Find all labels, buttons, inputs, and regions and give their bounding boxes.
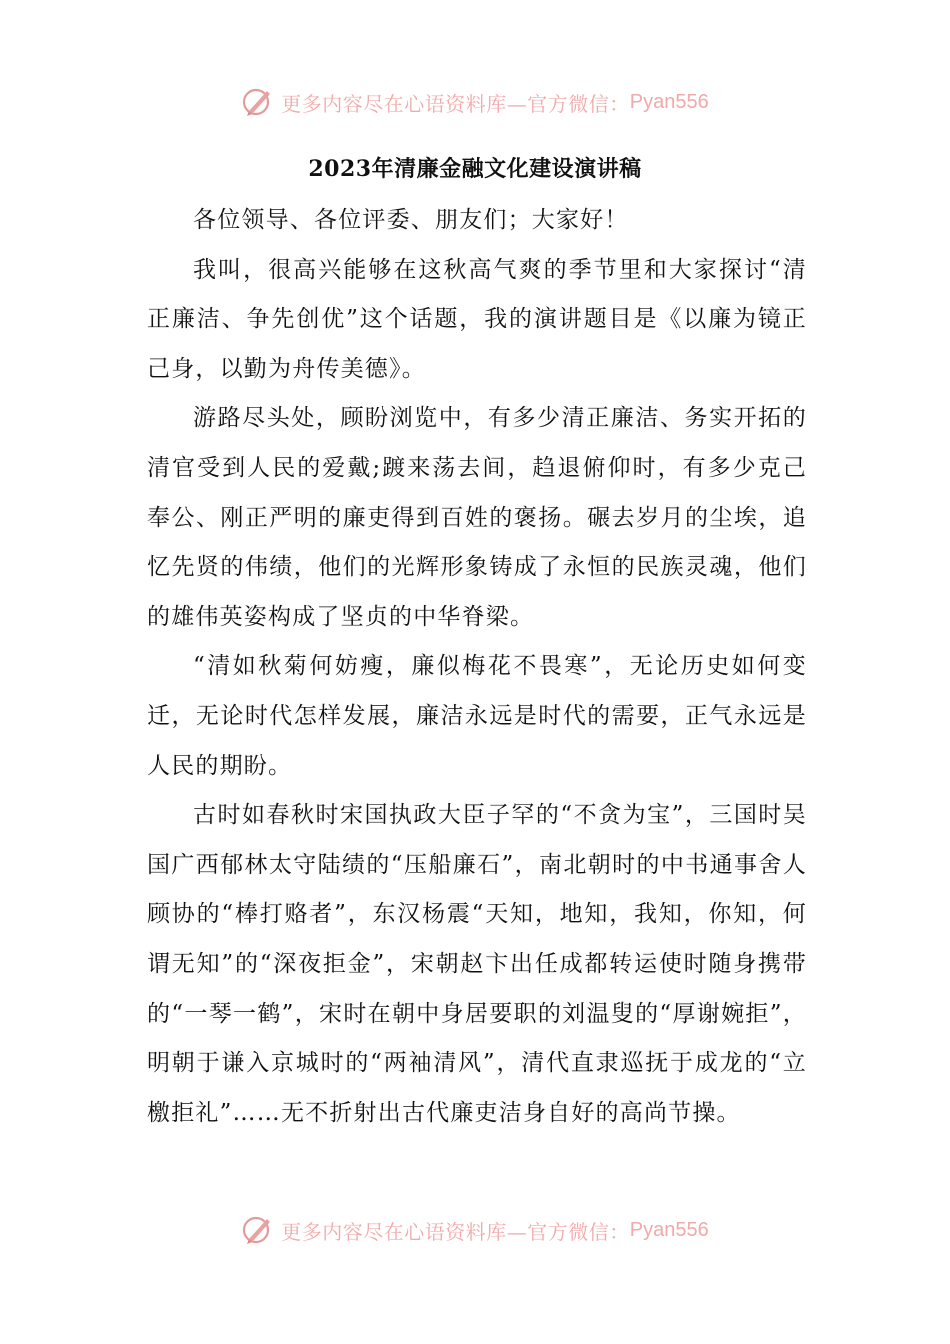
paragraph: 各位领导、各位评委、朋友们；大家好！ [193, 207, 629, 233]
watermark-text: 更多内容尽在心语资料库—官方微信： [281, 1219, 630, 1244]
pen-logo-icon [241, 85, 275, 119]
watermark-banner-top [0, 82, 950, 122]
watermark-wechat-id: Pyan556 [629, 1218, 709, 1241]
pen-logo-icon [241, 1213, 275, 1247]
paragraph: 我叫，很高兴能够在这秋高气爽的季节里和大家探讨“清正廉洁、争先创优”这个话题，我的演讲题目是《以廉为镜正己身，以勤为舟传美德》。 [147, 256, 807, 382]
paragraph: 古时如春秋时宋国执政大臣子罕的“不贪为宝”，三国时吴国广西郁林太守陆绩的“压船廉石”，南北朝时的中书通事舍人顾协的“棒打赂者”，东汉杨震“天知，地知，我知，你知，何谓无知”的“深夜拒金”，宋朝赵卞出任成都转运使时随身携带的“一琴一鹤”，宋时在朝中身居要职的刘温叟的“厚谢婉拒”，明朝于谦入京城时的“两袖清风”，清代直隶巡抚于成龙的“立檄拒礼”……无不折射出古代廉吏洁身自好的高尚节操。 [147, 802, 807, 1126]
paragraph: “清如秋菊何妨瘦，廉似梅花不畏寒”，无论历史如何变迁，无论时代怎样发展，廉洁永远是时代的需要，正气永远是人民的期盼。 [147, 653, 807, 779]
watermark-text: 更多内容尽在心语资料库—官方微信： [281, 91, 630, 116]
watermark-wechat-id: Pyan556 [629, 90, 709, 113]
watermark-banner-bottom [0, 1210, 950, 1250]
paragraph: 游路尽头处，顾盼浏览中，有多少清正廉洁、务实开拓的清官受到人民的爱戴;踱来荡去间，趋退俯仰时，有多少克己奉公、刚正严明的廉吏得到百姓的褒扬。碾去岁月的尘埃，追忆先贤的伟绩，他们的光辉形象铸成了永恒的民族灵魂，他们的雄伟英姿构成了坚贞的中华脊梁。 [147, 405, 807, 630]
document-title: 2023年清廉金融文化建设演讲稿 [308, 156, 642, 182]
document-body [147, 196, 807, 1138]
